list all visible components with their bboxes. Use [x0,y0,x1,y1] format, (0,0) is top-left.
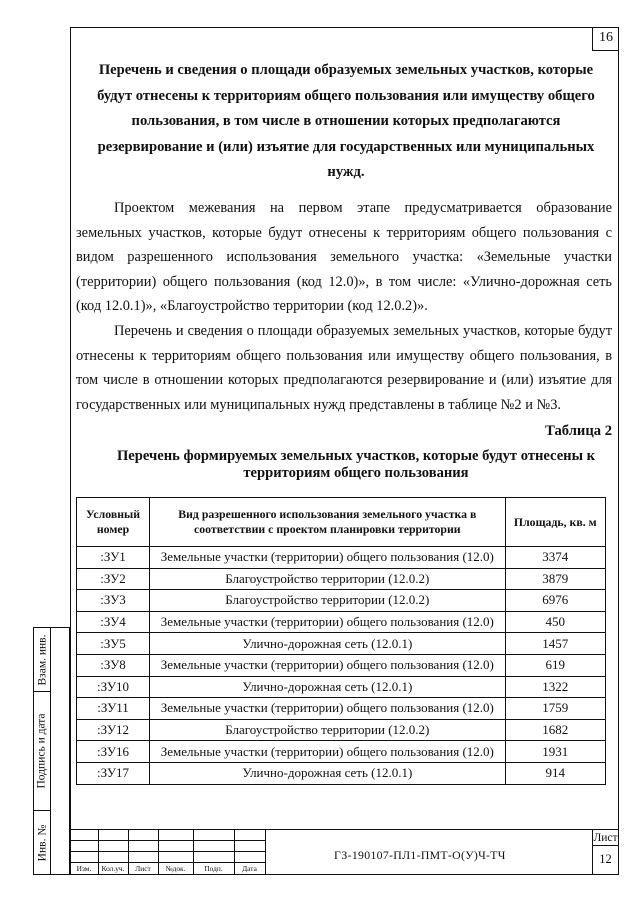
table-row [77,762,606,784]
table-row [77,719,606,741]
col-doc-no: №док. [165,864,186,873]
replaces-inv-label: Взам. инв. [36,634,48,685]
cell-area: 914 [505,762,605,784]
cell-usage: Земельные участки (территории) общего пользования (12.0) [150,611,506,633]
cell-usage: Земельные участки (территории) общего пользования (12.0) [150,698,506,720]
document-code: ГЗ-190107-ПЛ1-ПМТ-О(У)Ч-ТЧ [334,848,506,862]
col-kol-uch: Кол.уч. [101,864,125,873]
col-list: Лист [135,864,151,873]
cell-number: :ЗУ10 [77,676,150,698]
table-row [77,611,606,633]
table-row [77,698,606,720]
cell-usage: Улично-дорожная сеть (12.0.1) [150,762,506,784]
table-row [77,568,606,590]
cell-usage: Благоустройство территории (12.0.2) [150,568,506,590]
cell-number: :ЗУ5 [77,633,150,655]
header-usage: Вид разрешенного использования земельного участка в соответствии с проектом планировки территории [150,498,506,547]
col-izm: Изм. [76,864,92,873]
cell-usage: Земельные участки (территории) общего пользования (12.0) [150,741,506,763]
side-stamp [33,627,70,875]
cell-area: 1322 [505,676,605,698]
table-row [77,676,606,698]
table-row [77,547,606,569]
signature-date-label: Подпись и дата [36,713,49,789]
table-title: Перечень формируемых земельных участков, которые будут отнесены к территориям общего пользования [116,448,596,481]
header-area: Площадь, кв. м [505,498,605,547]
cell-number: :ЗУ3 [77,590,150,612]
cell-area: 1682 [505,719,605,741]
cell-number: :ЗУ2 [77,568,150,590]
cell-number: :ЗУ4 [77,611,150,633]
cell-area: 1759 [505,698,605,720]
cell-number: :ЗУ8 [77,654,150,676]
cell-area: 450 [505,611,605,633]
cell-area: 619 [505,654,605,676]
cell-usage: Благоустройство территории (12.0.2) [150,719,506,741]
inv-no-label: Инв. № [36,824,48,862]
section-heading: Перечень и сведения о площади образуемых земельных участков, которые будут отнесены к территориям общего пользования или имуществу общего пользования, в том числе в отношении которых предполагаются резервирование и (или) изъятие для государственных или муниципальных нужд. [97,62,595,180]
cell-area: 1931 [505,741,605,763]
col-podp: Подп. [204,864,223,873]
table-row [77,654,606,676]
cell-number: :ЗУ11 [77,698,150,720]
table-row [77,633,606,655]
paragraph-2: Перечень и сведения о площади образуемых земельных участков, которые будут отнесены к территориям общего пользования или имуществу общего пользования, в том числе в отношении которых предполагаются резервирование и (или) изъятие для государственных или муниципальных нужд представлены в таблице №2 и №3. [76,323,612,413]
cell-number: :ЗУ17 [77,762,150,784]
side-stamp-fields [50,627,70,875]
page-number: 16 [592,27,619,51]
sheet-number: 12 [599,852,612,866]
cell-usage: Земельные участки (территории) общего пользования (12.0) [150,654,506,676]
cell-usage: Благоустройство территории (12.0.2) [150,590,506,612]
paragraph-1: Проектом межевания на первом этапе предусматривается образование земельных участков, которые будут отнесены к территориям общего пользования с видом разрешенного использования земельного участка: «Земельные участки (территории) общего пользования (код 12.0)», в том числе: «Улично-дорожная сеть (код 12.0.1)», «Благоустройство территории (код 12.0.2)». [76,200,612,315]
cell-area: 6976 [505,590,605,612]
col-data: Дата [242,864,257,873]
cell-number: :ЗУ1 [77,547,150,569]
table-header-row [77,498,606,547]
cell-number: :ЗУ16 [77,741,150,763]
land-plots-table [76,497,606,785]
cell-area: 3879 [505,568,605,590]
header-number: Условный номер [77,498,150,547]
cell-number: :ЗУ12 [77,719,150,741]
cell-usage: Улично-дорожная сеть (12.0.1) [150,676,506,698]
cell-usage: Улично-дорожная сеть (12.0.1) [150,633,506,655]
table-row [77,590,606,612]
sheet-label: Лист [593,832,618,844]
table-row [77,741,606,763]
cell-area: 1457 [505,633,605,655]
cell-area: 3374 [505,547,605,569]
table-label: Таблица 2 [545,423,612,439]
cell-usage: Земельные участки (территории) общего пользования (12.0) [150,547,506,569]
